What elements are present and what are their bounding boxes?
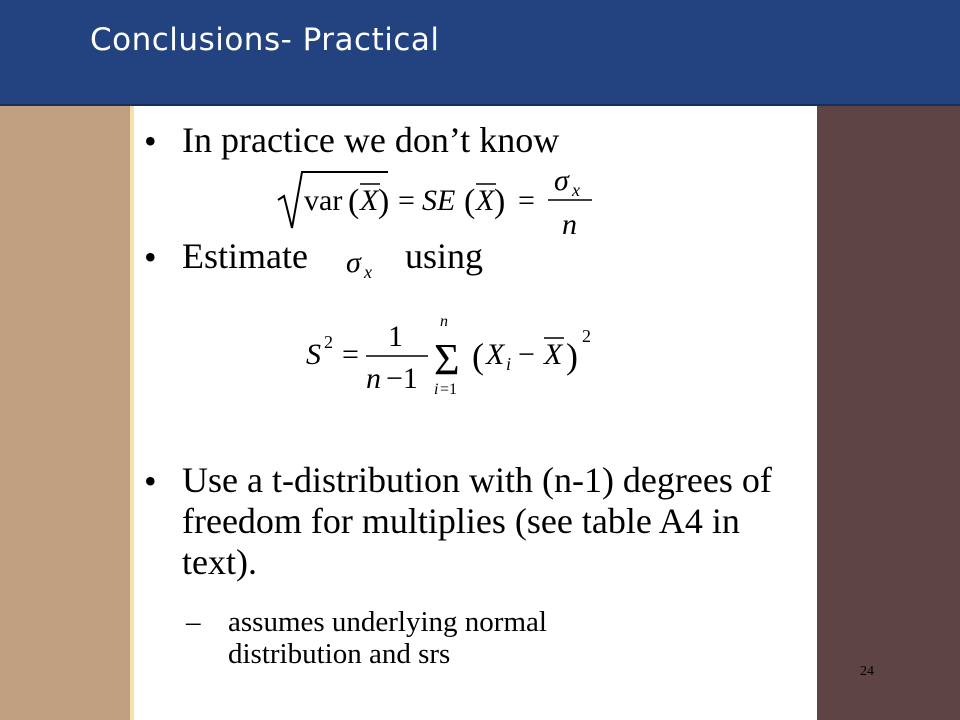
svg-text:i: i <box>434 381 439 398</box>
sub-bullet-item <box>186 606 646 670</box>
svg-text:(: ( <box>348 183 360 220</box>
svg-text:2: 2 <box>582 326 591 346</box>
bullet-marker: • <box>144 237 157 277</box>
svg-text:−1: −1 <box>386 362 418 395</box>
svg-text:X: X <box>476 184 495 217</box>
svg-text:=: = <box>518 184 535 217</box>
svg-text:X: X <box>544 338 563 371</box>
svg-text:Σ: Σ <box>434 335 460 384</box>
formula-sigma-x <box>344 244 390 284</box>
svg-text:=1: =1 <box>440 381 458 398</box>
bullet-marker: • <box>144 121 157 161</box>
svg-text:n: n <box>366 362 381 395</box>
svg-text:X: X <box>486 338 505 371</box>
sub-bullet-marker: – <box>186 606 201 638</box>
slide-title: Conclusions- Practical <box>90 22 440 58</box>
svg-text:x: x <box>572 180 580 200</box>
svg-text:σ: σ <box>346 246 361 279</box>
svg-text:x: x <box>364 262 372 282</box>
bullet-text-using: using <box>405 236 484 276</box>
svg-text:SE: SE <box>422 184 456 217</box>
formula-sample-variance <box>300 312 610 402</box>
page-number: 24 <box>860 664 874 679</box>
svg-text:=: = <box>398 184 415 217</box>
svg-text:n: n <box>440 313 448 330</box>
svg-text:): ) <box>378 183 390 220</box>
bullet-text-estimate: Estimate <box>182 236 308 276</box>
svg-text:i: i <box>506 354 512 374</box>
svg-text:−: − <box>518 338 535 371</box>
svg-text:S: S <box>306 338 321 371</box>
svg-text:): ) <box>494 183 506 220</box>
bullet-text-3: Use a t-distribution with (n-1) degrees of freedom for multiplies (see table A4 in text). <box>182 460 772 582</box>
svg-text:n: n <box>562 208 577 240</box>
svg-text:(: ( <box>472 336 484 376</box>
bullet-item-3 <box>144 460 774 583</box>
left-decor-band <box>0 0 130 720</box>
svg-text:X: X <box>360 184 379 217</box>
svg-text:=: = <box>342 338 359 371</box>
svg-text:1: 1 <box>388 320 403 353</box>
svg-text:): ) <box>566 336 578 376</box>
bullet-text-1: In practice we don’t know <box>182 120 560 160</box>
svg-text:2: 2 <box>324 332 333 352</box>
sub-bullet-text: assumes underlying normal distribution and srs <box>228 606 547 670</box>
bullet-item-2-tail <box>405 236 483 277</box>
right-decor-band <box>817 0 960 720</box>
formula-standard-error <box>270 160 610 240</box>
svg-text:σ: σ <box>554 164 569 197</box>
bullet-marker: • <box>144 461 157 501</box>
bullet-item-1 <box>144 120 804 162</box>
slide-header <box>0 0 960 106</box>
svg-text:(: ( <box>464 183 476 220</box>
svg-text:var: var <box>304 184 343 217</box>
